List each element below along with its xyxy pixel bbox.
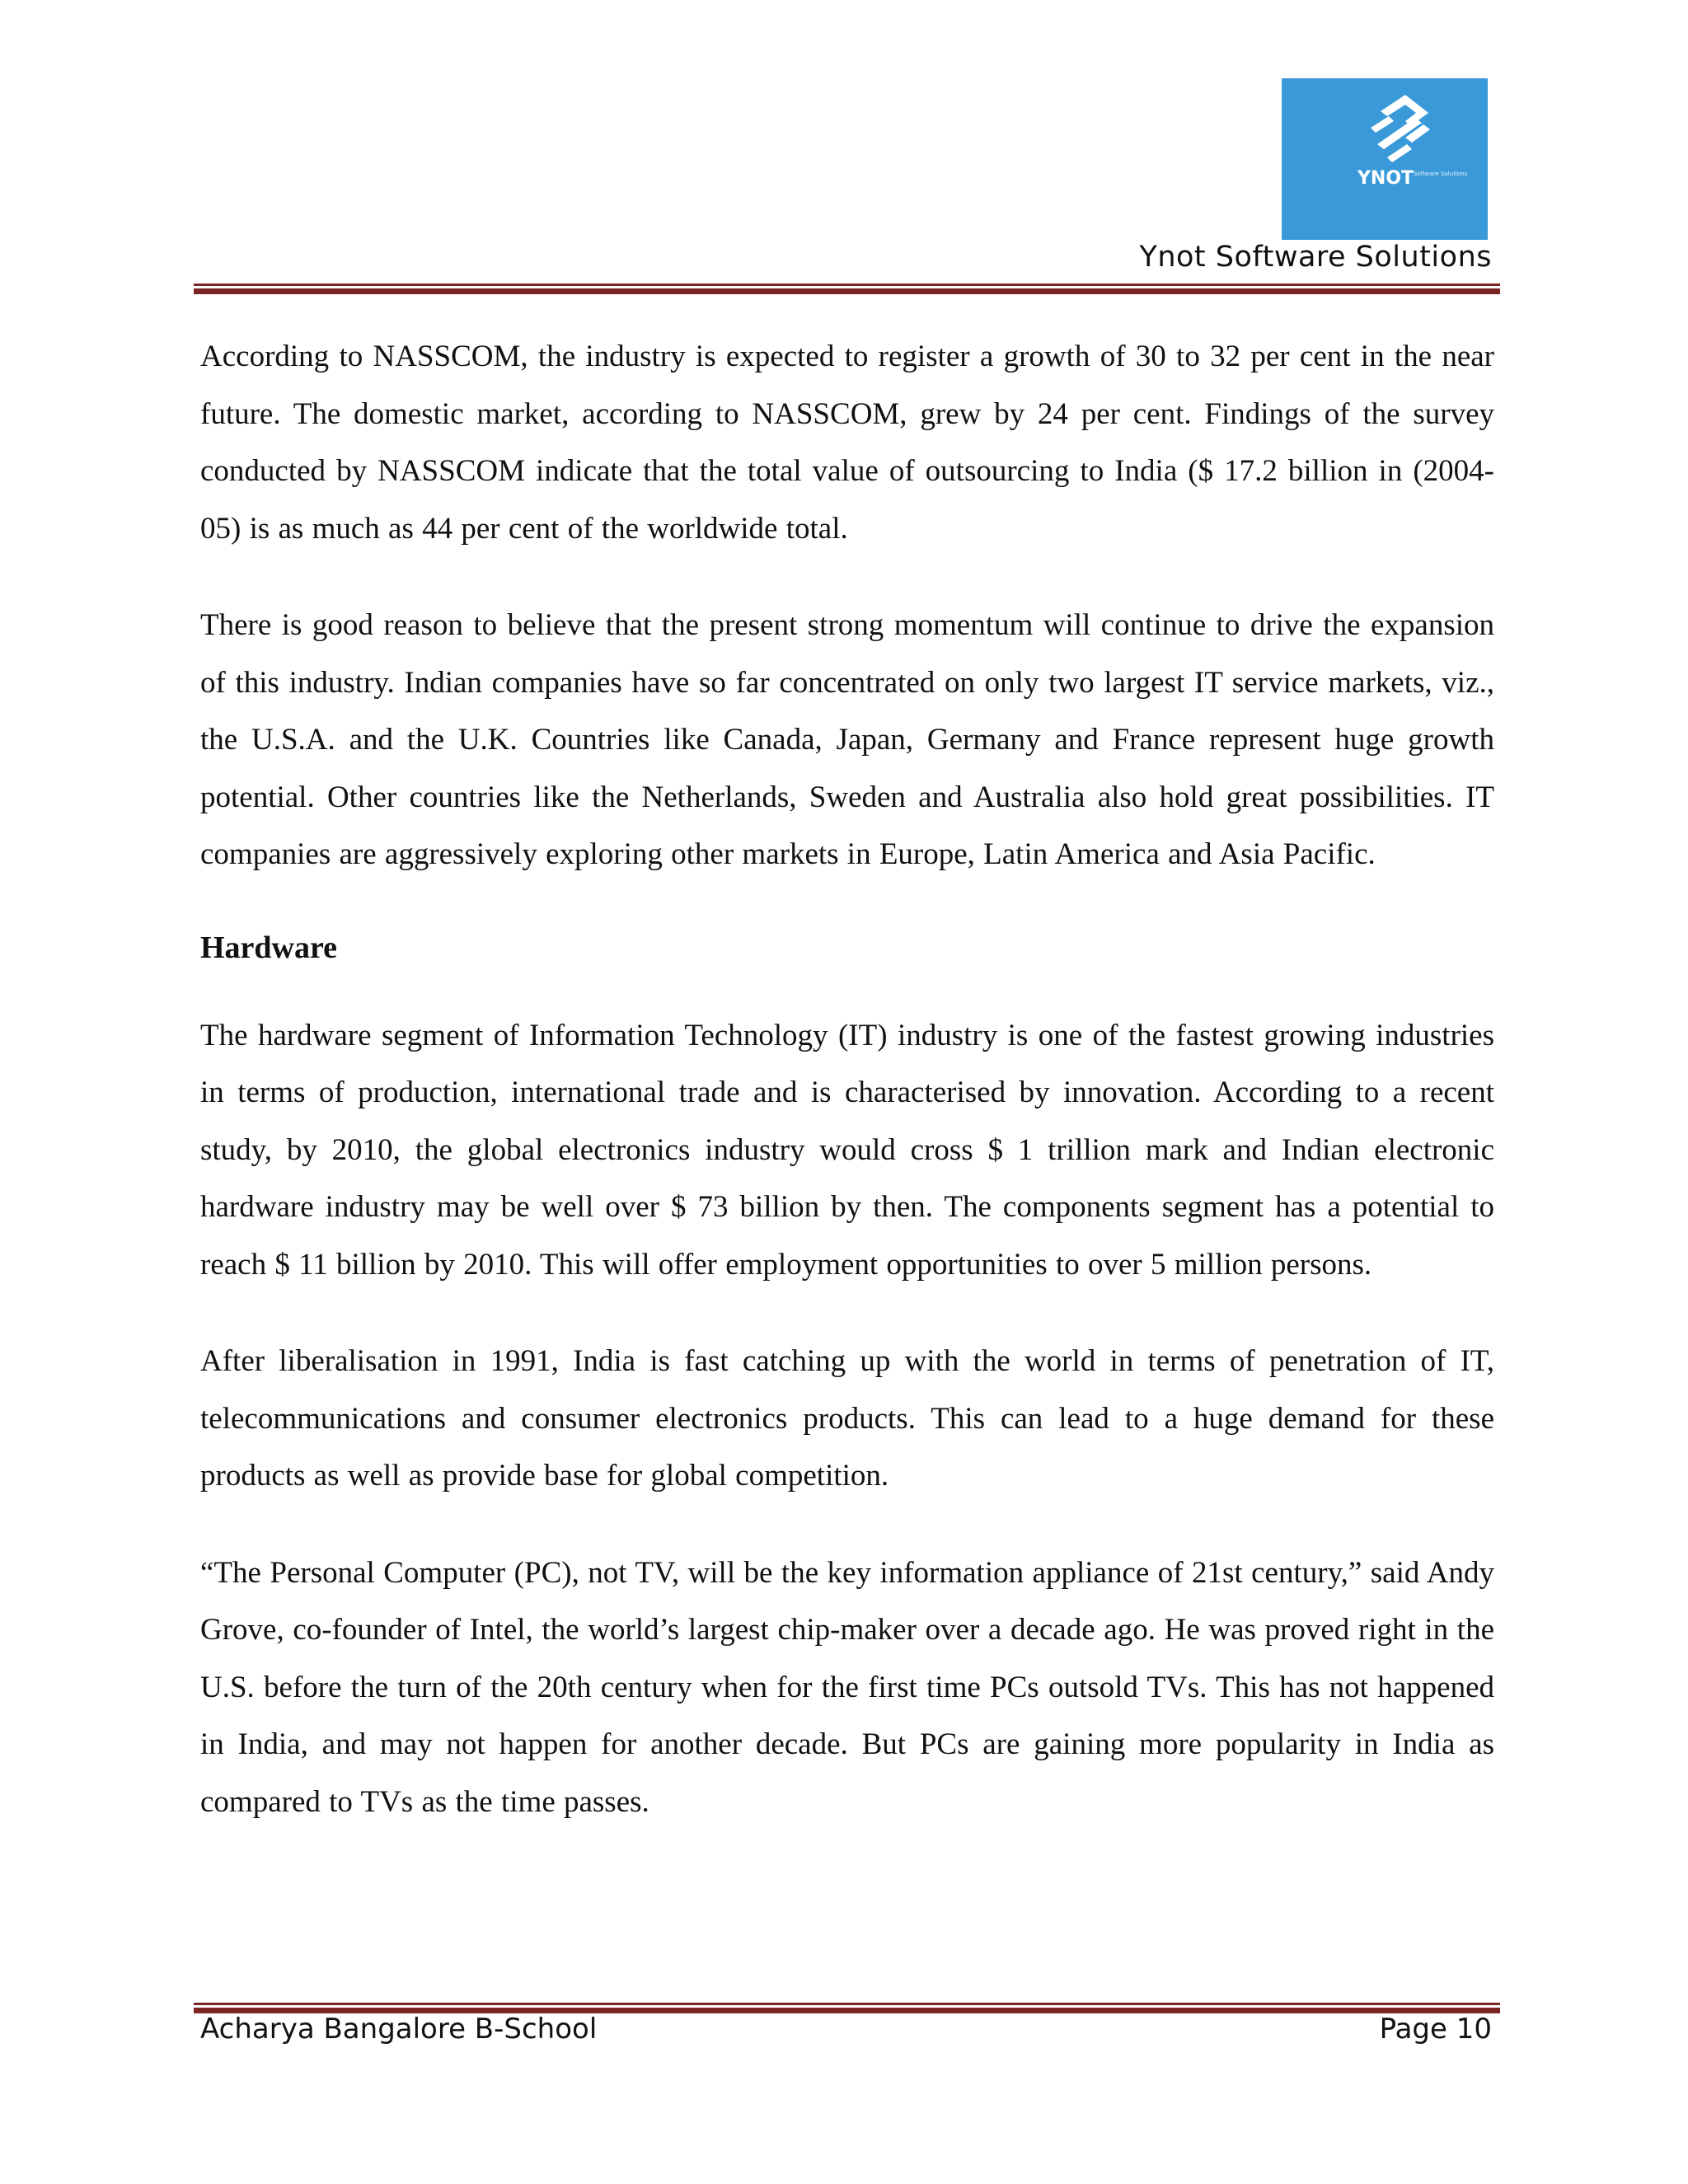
company-logo — [1282, 78, 1488, 240]
logo-text: YNOT — [1357, 168, 1414, 189]
body-paragraph: After liberalisation in 1991, India is fast catching up with the world in terms of penetration of IT, telecommunications and consumer electronics products. This can lead to a huge demand for these products as well as provide base for global competition. — [200, 1344, 1494, 1493]
header-title: Ynot Software Solutions — [1139, 241, 1492, 274]
ynot-logo-mark — [1282, 78, 1488, 240]
body-paragraph: “The Personal Computer (PC), not TV, will be the key information appliance of 21st century,” said Andy Grove, co-founder of Intel, the world’s largest chip-maker over a decade ago. He was proved right in the U.S. before the turn of the 20th century when for the first time PCs outsold TVs. This has not happened in India, and may not happen for another decade. But PCs are gaining more popularity in India as compared to TVs as the time passes. — [200, 1555, 1494, 1819]
page-footer — [200, 2013, 1492, 2046]
page-body — [200, 328, 1494, 1870]
footer-school-name: Acharya Bangalore B-School — [200, 2013, 598, 2046]
body-paragraph: There is good reason to believe that the present strong momentum will continue to drive the expansion of this industry. Indian companies have so far concentrated on only two largest IT service markets, viz., the U.S.A. and the U.K. Countries like Canada, Japan, Germany and France represent huge growth potential. Other countries like the Netherlands, Sweden and Australia also hold great possibilities. IT companies are aggressively exploring other markets in Europe, Latin America and Asia Pacific. — [200, 608, 1494, 871]
section-heading: Hardware — [200, 930, 338, 965]
body-paragraph: The hardware segment of Information Technology (IT) industry is one of the fastest growing industries in terms of production, international trade and is characterised by innovation. According to a recent study, by 2010, the global electronics industry would cross $ 1 trillion mark and Indian electronic hardware industry may be well over $ 73 billion by then. The components segment has a potential to reach $ 11 billion by 2010. This will offer employment opportunities to over 5 million persons. — [200, 1018, 1494, 1282]
logo-subtext: Software Solutions — [1414, 171, 1468, 177]
page-number: Page 10 — [1379, 2013, 1492, 2046]
body-paragraph: According to NASSCOM, the industry is expected to register a growth of 30 to 32 per cent in the near future. The domestic market, according to NASSCOM, grew by 24 per cent. Findings of the survey conducted by NASSCOM indicate that the total value of outsourcing to India ($ 17.2 billion in (2004- 05) is as much as 44 per cent of the worldwide total. — [200, 340, 1494, 546]
header-rule — [194, 284, 1500, 294]
